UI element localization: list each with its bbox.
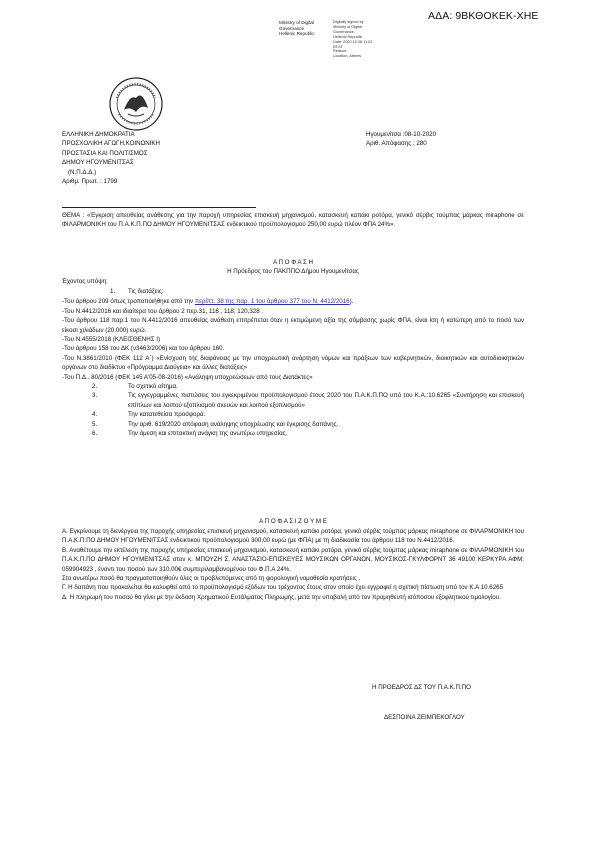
law-pd-80: -Του Π.Δ.. 80/2016 (ΦΕΚ 145 Α'05-08-2016) «Ανάληψη υποχρεώσεων από τους Διατάκτες» [62,373,313,381]
municipal-seal-icon [108,76,164,132]
signature-ministry: Ministry of Digital Governance Hellenic Republic [279,20,315,37]
header-divider [62,207,256,208]
signatory-name: ΔΕΣΠΟΙΝΑ ΖΕΙΜΠΕΚΟΓΛΟΥ [384,714,465,721]
law-3861: -Του Ν.3861/2010 (ΦΕΚ 112 Α΄) «Ενίσχυση της διαφάνειας με την υποχρεωτική ανάρτηση νόμων και πράξεων των κυβερνητικών, διοικητικών και αυτοδιοικητικών οργάνων στο διαδίκτυο «Πρόγραμμα Διαύγεια» και άλλες διατάξεις» [62,354,524,372]
decision-note: Στο ανωτέρω ποσό θα πραγματοποιηθούν όλες οι προβλεπόμενες από τη φορολογική νομοθεσία κρατήσεις . [62,575,361,583]
list-item: 3. Τις εγγεγραμμένες πιστώσεις του εγκεκριμένου προϋπολογισμού έτους 2020 του Π.Α.Κ.Π.ΠΟ υπό του Κ.Α.:10.6265 «Συντήρηση και επισκευή επίπλων και λοιπού εξοπλισμού σκευών και λοιπού εξοπλισμού» [92,392,524,409]
list-item: 5. Την αριθ. 619/2020 απόφαση ανάληψης υποχρέωσης και έγκρισης δαπάνης. [92,420,339,428]
issuer-header: ΕΛΛΗΝΙΚΗ ΔΗΜΟΚΡΑΤΙΑ ΠΡΟΣΧΟΛΙΚΗ ΑΓΩΓΗ,ΚΟΙΝΩΝΙΚΗ ΠΡΟΣΤΑΣΙΑ ΚΑΙ ΠΟΛΙΤΙΣΜΟΣ ΔΗΜΟΥ ΗΓΟΥΜΕΝΙΤΣΑΣ (Ν.Π.Δ.Δ.) Αριθμ. Πρωτ. : 1799 [62,131,160,186]
list-item: 4. Την κατατεθείσα προσφορά. [92,411,206,419]
law-article-209: -Του άρθρου 209 όπως τροποποιήθηκε από την περίπτ. 38 της παρ. 1 του άρθρου 377 του Ν. 4412/2016). [62,298,354,306]
law-4555: -Του Ν.4555/2018 (ΚΛΕΙΣΘΕΝΗΣ Ι) [62,336,161,344]
decision-d: Δ. Η πληρωμή του ποσού θα γίνει με την έκδοση Χρηματικού Ευτάλματος Πληρωμής, μετά την υποβολή από τον προμηθευτή ισόποσου εξοφλητικού τιμολογίου. [62,593,501,601]
law-article-118: -Του άρθρου 118 παρ.1 του Ν.4412/2016 απευθείας ανάθεση επιτρέπεται όταν η εκτιμώμενη αξία της σύμβασης χωρίς ΦΠΑ, είναι ίση ή κατώτερη από το ποσό των είκοσι χιλιάδων (20.000) ευρώ. [62,317,524,334]
decision-title: Α Π Ο Φ Α Σ Η [272,259,314,266]
decisions [62,527,524,602]
list-item: 2. Το σχετικό αίτημα. [92,383,178,391]
president-line: Η Πρόεδρος του ΠΑΚΠΠΟ Δήμου Ηγουμενίτσας [227,268,359,275]
decision-b: Β. Αναθέτουμε την εκτέλεση της παροχής υπηρεσίας επισκευή μηχανισμού, κατασκευή καπάκι ροτόρα, γενικό σέρβις τούμπας μάρκας miraphone σε ΦΙΛΑΡΜΟΝΙΚΗ του Π.Α.Κ.Π.ΠΟ ΔΗΜΟΥ ΗΓΟΥΜΕΝΙΤΣΑΣ στον κ. ΜΠΟΥΖΗ Σ. ΑΝΑΣΤΑΣΙΟ-ΕΠΙΣΚΕΥΕΣ ΜΟΥΣΙΚΩΝ ΟΡΓΑΝΩΝ, ΜΟΥΣΙΚΟΣ-ΓΚΥΛΦΟΡΝΤ 36 49100 ΚΕΡΚΥΡΑ ΑΦΜ: 059904923 , έναντι του ποσού των 310,00€ συμπεριλαμβανομένου του Φ.Π.Α 24%. [62,546,524,573]
signatory-title: Η ΠΡΟΕΔΡΟΣ ΔΣ ΤΟΥ Π.Α.Κ.Π.ΠΟ [372,684,471,691]
considerations [62,287,524,439]
having-in-mind: Έχοντας υπόψη: [62,278,108,285]
law-dk-158: -Του άρθρου 158 του ΔΚ (ν3463/2006) και του άρθρου 160. [62,345,225,353]
date-and-decision-number: Ηγουμενίτσα :08-10-2020 Αριθ. Απόφασης : 280 [366,131,437,148]
signature-details: Digitally signed by Ministry of Digital Governance, Hellenic Republic Date: 2020.10.08 11:02 EEST Reason: Location: Athens [333,20,373,59]
law-4412: -Του Ν.4412/2016 και ιδιαίτερα του άρθρου 2 περ.31, 116 , 118, 120,328 . [62,307,264,315]
subject: ΘΕΜΑ : «Έγκριση απευθείας ανάθεσης για την παροχή υπηρεσίας επισκευή μηχανισμού, κατασκευή καπάκι ροτόρα, γενικό σέρβις τούμπας μάρκας miraphone σε ΦΙΛΑΡΜΟΝΙΚΗ του Π.Α.Κ.Π.ΠΟ ΔΗΜΟΥ ΗΓΟΥΜΕΝΙΤΣΑΣ ενδεικτικού προϋπολογισμού 250,00 ευρώ πλέον ΦΠΑ 24%». [62,212,524,229]
list-item: 6. Την άμεση και επιτακτική ανάγκη της ανωτέρω υπηρεσίας. [92,430,288,438]
decide-title: Α Π Ο Φ Α Σ Ι Ζ Ο Υ Μ Ε [259,518,327,525]
decision-g: Γ. Η δαπάνη που προκαλείται θα καλυφθεί από το προϋπολογισμό εξόδων του τρέχοντος έτους στον οποίο έχει εγγραφεί η σχετική πίστωση υπό τον Κ.Α 10.6265 [62,584,504,592]
list-item: 1. Τις διατάξεις: [110,288,164,295]
ada-number: ΑΔΑ: 9ΒΚΘΟΚΕΚ-ΧΗΕ [428,10,539,22]
law-link[interactable]: περίπτ. 38 της παρ. 1 του άρθρου 377 του Ν. 4412/2016 [194,298,350,306]
decision-a: Α. Εγκρίνουμε τη διενέργεια της παροχής υπηρεσίας επισκευή μηχανισμού, κατασκευή καπάκι ροτόρα, γενικό σέρβις τούμπας μάρκας miraphone σε ΦΙΛΑΡΜΟΝΙΚΗ του Π.Α.Κ.Π.ΠΟ ΔΗΜΟΥ ΗΓΟΥΜΕΝΙΤΣΑΣ ενδεικτικού προϋπολογισμού 300,00 ευρώ (με ΦΠΑ) με τη διαδικασία του άρθρου 118 του Ν.4412/2016. [62,528,524,545]
